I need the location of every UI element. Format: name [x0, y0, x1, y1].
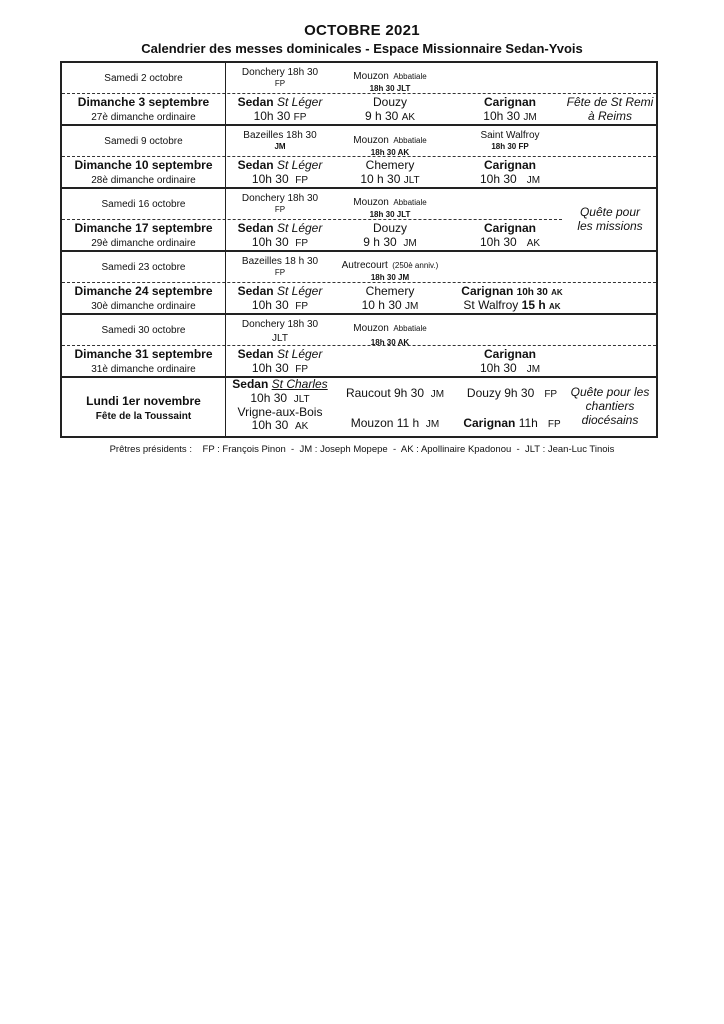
mass-entry — [225, 159, 335, 187]
mass-time: 15 h — [521, 297, 546, 312]
mass-time: 9 h 30 — [364, 108, 399, 123]
mass-time: 10h 30 — [483, 108, 520, 123]
mass-entry — [452, 387, 572, 401]
mass-church: St Léger — [276, 347, 323, 361]
mass-entry — [225, 67, 335, 88]
mass-place: Douzy 9h 30 — [466, 386, 535, 400]
day-label: Dimanche 3 septembre — [77, 95, 210, 109]
mass-time: 18h 30 — [491, 141, 517, 151]
mass-place: Sedan — [237, 347, 274, 361]
mass-time: 18h 30 — [370, 338, 396, 348]
mass-priest: FP — [518, 141, 529, 151]
mass-place: Chemery — [365, 284, 415, 298]
mass-place: Sedan — [237, 221, 274, 235]
mass-time: 10h 30 — [250, 390, 288, 405]
mass-priest: JM — [405, 300, 419, 312]
day-label: Dimanche 31 septembre — [74, 347, 213, 361]
mass-time: 10h 30 — [251, 418, 289, 433]
mass-time: 18h 30 — [370, 148, 396, 158]
day-subtitle: 30è dimanche ordinaire — [91, 300, 196, 312]
mass-place: Carignan — [483, 95, 536, 109]
mass-place: Mouzon — [353, 197, 389, 208]
priest-legend: Prêtres présidents : FP : François Pinon - JM : Joseph Mopepe - AK : Apollinaire Kpadonou - JLT : Jean-Luc Tinois — [109, 444, 615, 455]
mass-priest: FP — [295, 237, 309, 249]
mass-priest: AK — [526, 237, 541, 249]
note-line: Fête de St Remi — [566, 95, 654, 109]
row-divider — [62, 376, 656, 378]
schedule-table — [60, 61, 658, 438]
mass-time: 10h 30 — [251, 360, 289, 375]
mass-entry — [452, 285, 572, 313]
mass-priest: JLT — [396, 84, 411, 94]
mass-time: 10 h 30 — [360, 171, 401, 186]
mass-entry — [452, 417, 572, 431]
mass-priest: JM — [425, 419, 440, 430]
mass-place: St Walfroy — [463, 297, 519, 312]
day-subtitle: 31è dimanche ordinaire — [91, 363, 196, 375]
mass-entry — [225, 319, 335, 344]
mass-entry — [225, 96, 335, 124]
mass-place-detail: Abbatiale — [393, 324, 427, 333]
mass-place: Sedan — [237, 158, 274, 172]
mass-time: 10h 30 — [251, 234, 289, 249]
day-entry — [62, 159, 225, 186]
mass-time: 10h 30 — [479, 171, 517, 186]
mass-place: Raucout 9h 30 — [345, 386, 425, 400]
mass-priest: AK — [549, 301, 561, 311]
mass-time: 11h — [518, 416, 538, 430]
mass-place: Mouzon — [353, 323, 389, 334]
mass-priest: FP — [295, 174, 309, 186]
mass-entry — [455, 159, 565, 187]
mass-priest: JM — [523, 111, 537, 123]
row-dashed-divider — [62, 219, 562, 220]
mass-place: Mouzon 11 h — [350, 416, 420, 430]
mass-priest: JM — [403, 237, 417, 249]
mass-time: 9 h 30 — [363, 234, 397, 249]
mass-entry — [330, 255, 450, 283]
mass-priest: FP — [274, 78, 286, 88]
note-line: diocésains — [581, 412, 639, 427]
mass-priest: JLT — [403, 174, 420, 186]
mass-priest: JM — [526, 363, 541, 375]
note-line: chantiers — [585, 398, 635, 413]
mass-priest: FP — [295, 300, 309, 312]
mass-entry — [335, 222, 445, 250]
mass-place: Donchery 18h 30 — [241, 67, 319, 78]
mass-place: Donchery 18h 30 — [241, 319, 319, 330]
mass-place: Autrecourt — [341, 260, 388, 271]
mass-church: St Léger — [276, 158, 323, 172]
mass-place: Carignan — [461, 284, 514, 298]
mass-entry — [335, 159, 445, 187]
event-note — [562, 206, 658, 234]
mass-entry — [225, 378, 335, 433]
mass-entry — [225, 285, 335, 313]
mass-place-detail: Abbatiale — [393, 136, 427, 145]
mass-place-detail: Abbatiale — [393, 198, 427, 207]
mass-place: Sedan — [237, 284, 274, 298]
mass-entry — [335, 417, 455, 431]
mass-entry — [335, 96, 445, 124]
mass-place-detail: Abbatiale — [393, 72, 427, 81]
mass-entry — [225, 193, 335, 214]
mass-time: 10h 30 — [253, 108, 291, 123]
mass-entry — [225, 222, 335, 250]
mass-entry — [335, 285, 445, 313]
mass-church: St Léger — [276, 221, 323, 235]
mass-entry — [335, 66, 445, 94]
mass-place: Carignan — [483, 347, 536, 361]
mass-time: 10h 30 — [479, 234, 517, 249]
mass-entry — [225, 130, 335, 151]
note-line: Quête pour les — [570, 385, 650, 399]
mass-time: 10h 30 — [251, 297, 289, 312]
day-label: Samedi 16 octobre — [101, 199, 186, 210]
mass-entry — [455, 130, 565, 151]
mass-time: 10h 30 — [479, 360, 517, 375]
mass-place: Sedan — [237, 95, 274, 109]
mass-priest: JLT — [396, 210, 411, 220]
mass-priest: FP — [274, 204, 286, 214]
row-divider — [62, 124, 656, 126]
mass-priest: FP — [544, 389, 558, 400]
mass-place: Carignan — [483, 158, 536, 172]
mass-church: St Léger — [276, 284, 323, 298]
day-label: Samedi 30 octobre — [101, 325, 186, 336]
mass-place: Carignan — [463, 416, 516, 430]
day-subtitle: 29è dimanche ordinaire — [91, 237, 196, 249]
mass-priest: JM — [274, 141, 286, 151]
mass-place: Douzy — [372, 95, 407, 109]
day-label: Dimanche 24 septembre — [74, 284, 213, 298]
mass-priest: FP — [295, 363, 309, 375]
event-note — [562, 96, 658, 124]
mass-priest: FP — [547, 419, 561, 430]
mass-entry — [455, 96, 565, 124]
day-label: Samedi 2 octobre — [104, 73, 183, 84]
mass-place: Saint Walfroy — [480, 130, 540, 141]
mass-place-detail: (250è anniv.) — [392, 261, 439, 270]
day-subtitle: 28è dimanche ordinaire — [91, 174, 196, 186]
day-label: Lundi 1er novembre — [86, 394, 201, 408]
mass-priest: AK — [397, 148, 410, 158]
day-label: Samedi 9 octobre — [104, 136, 183, 147]
page-title: OCTOBRE 2021 — [304, 22, 420, 39]
mass-time: 10 h 30 — [361, 297, 402, 312]
mass-entry — [335, 192, 445, 220]
mass-entry — [335, 318, 445, 348]
mass-entry — [455, 222, 565, 250]
mass-time: 18h 30 — [370, 273, 396, 283]
mass-time: 10h 30 — [516, 287, 548, 298]
mass-entry — [225, 256, 335, 277]
day-label: Samedi 23 octobre — [101, 262, 186, 273]
event-note — [562, 386, 658, 427]
mass-priest: AK — [551, 288, 563, 297]
day-label: Dimanche 17 septembre — [74, 221, 213, 235]
mass-time: 18h 30 — [369, 84, 395, 94]
day-entry — [62, 222, 225, 249]
mass-priest: JM — [526, 174, 541, 186]
mass-church: St Léger — [276, 95, 323, 109]
mass-priest: JM — [430, 389, 445, 400]
mass-entry — [335, 387, 455, 401]
mass-priest: AK — [401, 111, 416, 123]
mass-priest: JLT — [272, 332, 288, 344]
day-entry — [62, 348, 225, 375]
note-line: à Reims — [587, 108, 632, 123]
mass-priest: AK — [295, 421, 309, 433]
day-entry — [62, 395, 225, 422]
mass-place: Carignan — [483, 221, 536, 235]
note-line: Quête pour — [579, 205, 641, 219]
day-subtitle: 27è dimanche ordinaire — [91, 111, 196, 123]
mass-place: Bazeilles 18 h 30 — [241, 256, 319, 267]
mass-time: 18h 30 — [369, 210, 395, 220]
mass-priest: JM — [398, 273, 410, 283]
mass-place: Douzy — [372, 221, 407, 235]
page-subtitle: Calendrier des messes dominicales - Espace Missionnaire Sedan-Yvois — [141, 41, 583, 56]
mass-priest: FP — [293, 111, 307, 123]
mass-place: Vrigne-aux-Bois — [237, 404, 323, 419]
day-label: Dimanche 10 septembre — [74, 158, 213, 172]
day-entry — [62, 285, 225, 312]
mass-priest: FP — [274, 267, 286, 277]
mass-entry — [225, 348, 335, 376]
mass-entry — [335, 130, 445, 158]
note-line: les missions — [577, 218, 643, 233]
row-divider — [62, 250, 656, 252]
mass-place: Sedan — [232, 377, 269, 391]
mass-priest: JLT — [293, 393, 310, 405]
mass-place: Mouzon — [353, 71, 389, 82]
day-entry — [62, 96, 225, 123]
mass-place: Bazeilles 18h 30 — [243, 130, 317, 141]
mass-place: Mouzon — [353, 135, 389, 146]
row-divider — [62, 313, 656, 315]
mass-place: Chemery — [365, 158, 415, 172]
mass-church: St Charles — [271, 377, 328, 391]
row-divider — [62, 187, 656, 189]
day-subtitle: Fête de la Toussaint — [95, 410, 192, 422]
mass-time: 10h 30 — [251, 171, 289, 186]
mass-priest: AK — [397, 338, 410, 348]
mass-entry — [455, 348, 565, 376]
mass-place: Donchery 18h 30 — [241, 193, 319, 204]
